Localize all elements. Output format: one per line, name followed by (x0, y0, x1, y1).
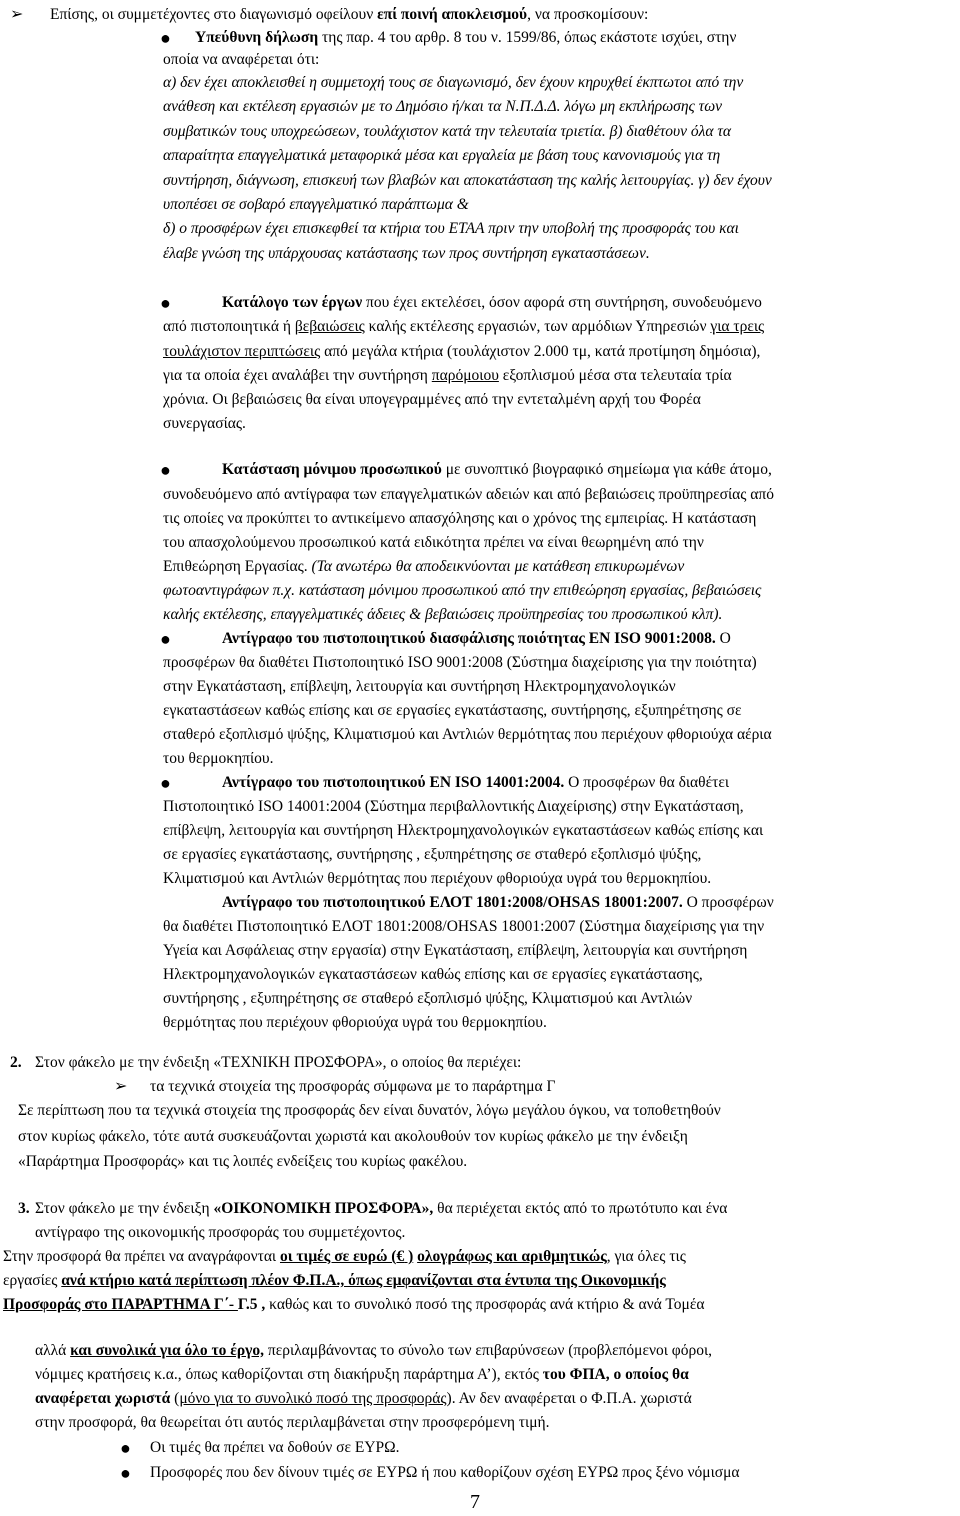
bullet-icon: ● (160, 293, 171, 313)
iso14001-line-1: Αντίγραφο του πιστοποιητικού ΕΝ ISO 14001:2004. Ο προσφέρων θα διαθέτει (222, 774, 730, 791)
catalog-line-5: χρόνια. Οι βεβαιώσεις θα είναι υπογεγραμμένες από την εντεταλμένη αρχή του Φορέα (163, 391, 701, 408)
declaration-line-10: έλαβε γνώση της υπάρχουσας κατάστασης των προς συντήρηση εγκαταστάσεων. (163, 245, 650, 262)
staff-line-5: Επιθεώρηση Εργασίας. (Τα ανωτέρω θα αποδεικνύονται με κατάθεση επικυρωμένων (163, 558, 685, 575)
bullet-icon: ● (160, 629, 171, 649)
intro-line: Επίσης, οι συμμετέχοντες στο διαγωνισμό οφείλουν επί ποινή αποκλεισμού, να προσκομίσουν: (50, 6, 649, 23)
section-3-bullet-2: Προσφορές που δεν δίνουν τιμές σε ΕΥΡΩ ή που καθορίζουν σχέση ΕΥΡΩ προς ξένο νόμισμα (150, 1464, 740, 1481)
section-3-line-7: νόμιμες κρατήσεις κ.α., όπως καθορίζονται στη διακήρυξη παράρτημα Α’), εκτός του ΦΠΑ, ο οποίος θα (35, 1366, 689, 1383)
bullet-icon: ● (160, 28, 171, 48)
section-2-line-3: Σε περίπτωση που τα τεχνικά στοιχεία της προσφοράς δεν είναι δυνατόν, λόγω μεγάλου όγκου, να τοποθετηθούν (18, 1102, 721, 1119)
section-3-line-5: Προσφοράς στο ΠΑΡΑΡΤΗΜΑ Γ΄- Γ.5 , καθώς και το συνολικό ποσό της προσφοράς ανά κτήριο & ανά Τομέα (3, 1296, 705, 1313)
catalog-line-2: από πιστοποιητικά ή βεβαιώσεις καλής εκτέλεσης εργασιών, των αρμόδιων Υπηρεσιών για τρεις (163, 318, 765, 335)
declaration-line-6: απαραίτητα επαγγελματικά μεταφορικά μέσα και εργαλεία με βάση τους κανονισμούς για τη (163, 147, 721, 164)
declaration-line-2: οποία να αναφέρεται ότι: (163, 51, 320, 68)
section-3-line-2: αντίγραφο της οικονομικής προσφοράς του συμμετέχοντος. (35, 1224, 406, 1241)
iso14001-line-4: σε εργασίες εγκατάστασης, συντήρησης , εξυπηρέτησης σε σταθερό εξοπλισμό ψύξης, (163, 846, 702, 863)
iso9001-line-6: του θερμοκηπίου. (163, 750, 274, 767)
catalog-line-4: για τα οποία έχει αναλάβει την συντήρηση παρόμοιου εξοπλισμού μέσα στα τελευταία τρία (163, 367, 732, 384)
section-3-line-1: Στον φάκελο με την ένδειξη «ΟΙΚΟΝΟΜΙΚΗ ΠΡΟΣΦΟΡΑ», θα περιέχεται εκτός από το πρωτότυπο και ένα (35, 1200, 728, 1217)
iso9001-line-3: στην Εγκατάσταση, επίβλεψη, λειτουργία και συντήρηση Ηλεκτρομηχανολογικών (163, 678, 676, 695)
catalog-line-1: Κατάλογο των έργων που έχει εκτελέσει, όσον αφορά στη συντήρηση, συνοδευόμενο (222, 294, 762, 311)
staff-line-3: τις οποίες να προκύπτει το αντικείμενο απασχόλησης και ο χρόνος της εμπειρίας. Η κατάσταση (163, 510, 757, 527)
euro-icon: € (396, 1248, 405, 1265)
bullet-icon: ● (120, 1438, 131, 1458)
iso9001-line-1: Αντίγραφο του πιστοποιητικού διασφάλισης ποιότητας ΕΝ ISO 9001:2008. Ο (222, 630, 731, 647)
ohsas-line-4: Ηλεκτρομηχανολογικών εγκαταστάσεων καθώς επίσης και σε εργασίες εγκατάστασης, (163, 966, 703, 983)
ohsas-line-6: θερμότητας που περιέχουν φθοριούχα υγρά του θερμοκηπίου. (163, 1014, 547, 1031)
section-2-line-2: τα τεχνικά στοιχεία της προσφοράς σύμφωνα με το παράρτημα Γ (150, 1078, 556, 1095)
section-3-line-6: αλλά και συνολικά για όλο το έργο, περιλαμβάνοντας το σύνολο των επιβαρύνσεων (προβλεπόμενοι φόροι, (35, 1342, 713, 1359)
declaration-line-3: α) δεν έχει αποκλεισθεί η συμμετοχή τους σε διαγωνισμό, δεν έχουν κηρυχθεί έκπτωτοι από την (163, 74, 744, 91)
section-2-line-1: Στον φάκελο με την ένδειξη «ΤΕΧΝΙΚΗ ΠΡΟΣΦΟΡΑ», ο οποίος θα περιέχει: (35, 1054, 522, 1071)
section-2-line-4: στον κυρίως φάκελο, τότε αυτά συσκευάζονται χωριστά και ακολουθούν τον κυρίως φάκελο με την ένδειξη (18, 1128, 688, 1145)
section-3-line-3: Στην προσφορά θα πρέπει να αναγράφονται οι τιμές σε ευρώ (€ ) ολογράφως και αριθμητικώς, για όλες τις (3, 1248, 686, 1265)
section-3-line-4: εργασίες ανά κτήριο κατά περίπτωση πλέον Φ.Π.Α., όπως εμφανίζονται στα έντυπα της Οικονομικής (3, 1272, 666, 1289)
section-2-line-5: «Παράρτημα Προσφοράς» και τις λοιπές ενδείξεις του κυρίως φακέλου. (18, 1153, 468, 1170)
ohsas-line-5: συντήρησης , εξυπηρέτησης σε σταθερό εξοπλισμό ψύξης, Κλιματισμού και Αντλιών (163, 990, 693, 1007)
arrow-bullet-icon: ➢ (10, 6, 24, 23)
iso14001-line-5: Κλιματισμού και Αντλιών θερμότητας που περιέχουν φθοριούχα υγρά του θερμοκηπίου. (163, 870, 712, 887)
bullet-icon: ● (120, 1463, 131, 1483)
declaration-line-5: συμβατικών τους υποχρεώσεων, τουλάχιστον κατά την τελευταία τριετία. β) διαθέτουν όλα τα (163, 123, 732, 140)
section-3-number: 3. (18, 1200, 30, 1217)
ohsas-line-1: Αντίγραφο του πιστοποιητικού ΕΛΟΤ 1801:2008/OHSAS 18001:2007. Ο προσφέρων (222, 894, 774, 911)
staff-line-6: φωτοαντιγράφων π.χ. κατάσταση μόνιμου προσωπικού από την επιθεώρηση εργασίας, βεβαιώσεις (163, 582, 762, 599)
ohsas-line-2: θα διαθέτει Πιστοποιητικό ΕΛΟΤ 1801:2008/OHSAS 18001:2007 (Σύστημα διαχείρισης για την (163, 918, 765, 935)
arrow-bullet-icon: ➢ (114, 1078, 128, 1095)
page-number: 7 (470, 1491, 480, 1513)
section-3-line-9: στην προσφορά, θα θεωρείται ότι αυτός περιλαμβάνεται στην προσφερόμενη τιμή. (35, 1414, 550, 1431)
bullet-icon: ● (160, 460, 171, 480)
staff-line-7: καλής εκτέλεσης, επαγγελματικές άδειες & βεβαιώσεις προϋπηρεσίας του προσωπικού κλπ). (163, 606, 723, 623)
ohsas-line-3: Υγεία και Ασφάλειας στην εργασία) στην Εγκατάσταση, επίβλεψη, λειτουργία και συντήρηση (163, 942, 748, 959)
bullet-icon: ● (160, 773, 171, 793)
iso9001-line-5: σταθερό εξοπλισμό ψύξης, Κλιματισμού και Αντλιών θερμότητας που περιέχουν φθοριούχα αέρια (163, 726, 772, 743)
iso14001-line-3: επίβλεψη, λειτουργία και συντήρηση Ηλεκτρομηχανολογικών εγκαταστάσεων καθώς επίσης και (163, 822, 764, 839)
declaration-line-9: δ) ο προσφέρων έχει επισκεφθεί τα κτήρια του ΕΤΑΑ πριν την υποβολή της προσφοράς του και (163, 220, 739, 237)
declaration-line-1: Υπεύθυνη δήλωση της παρ. 4 του αρθρ. 8 του ν. 1599/86, όπως εκάστοτε ισχύει, στην (195, 29, 737, 46)
declaration-line-7: συντήρηση, διάγνωση, επισκευή των βλαβών και αποκατάσταση της καλής λειτουργίας. γ) δεν έχουν (163, 172, 772, 189)
catalog-line-6: συνεργασίας. (163, 415, 246, 432)
iso9001-line-4: εγκαταστάσεων καθώς επίσης και σε εργασίες εγκατάστασης, συντήρησης, εξυπηρέτησης σε (163, 702, 742, 719)
section-2-number: 2. (10, 1054, 22, 1071)
declaration-line-8: υποπέσει σε σοβαρό επαγγελματικό παράπτωμα & (163, 196, 469, 213)
declaration-line-4: ανάθεση και εκτέλεση εργασιών με το Δημόσιο ή/και τα Ν.Π.Δ.Δ. λόγω μη εκπλήρωσης των (163, 98, 723, 115)
staff-line-2: συνοδευόμενο από αντίγραφα των επαγγελματικών αδειών και από βεβαιώσεις προϋπηρεσίας από (163, 486, 774, 503)
staff-line-4: του απασχολούμενου προσωπικού κατά ειδικότητα πρέπει να είναι θεωρημένη από την (163, 534, 704, 551)
iso14001-line-2: Πιστοποιητικό ISO 14001:2004 (Σύστημα περιβαλλοντικής Διαχείρισης) στην Εγκατάσταση, (163, 798, 744, 815)
section-3-line-8: αναφέρεται χωριστά (μόνο για το συνολικό ποσό της προσφοράς). Αν δεν αναφέρεται ο Φ.Π.Α. χωριστά (35, 1390, 692, 1407)
staff-line-1: Κατάσταση μόνιμου προσωπικού με συνοπτικό βιογραφικό σημείωμα για κάθε άτομο, (222, 461, 772, 478)
iso9001-line-2: προσφέρων θα διαθέτει Πιστοποιητικό ISO 9001:2008 (Σύστημα διαχείρισης για την ποιότητα) (163, 654, 757, 671)
section-3-bullet-1: Οι τιμές θα πρέπει να δοθούν σε ΕΥΡΩ. (150, 1439, 400, 1456)
catalog-line-3: τουλάχιστον περιπτώσεις από μεγάλα κτήρια (τουλάχιστον 2.000 τμ, κατά προτίμηση δημόσια), (163, 343, 761, 360)
